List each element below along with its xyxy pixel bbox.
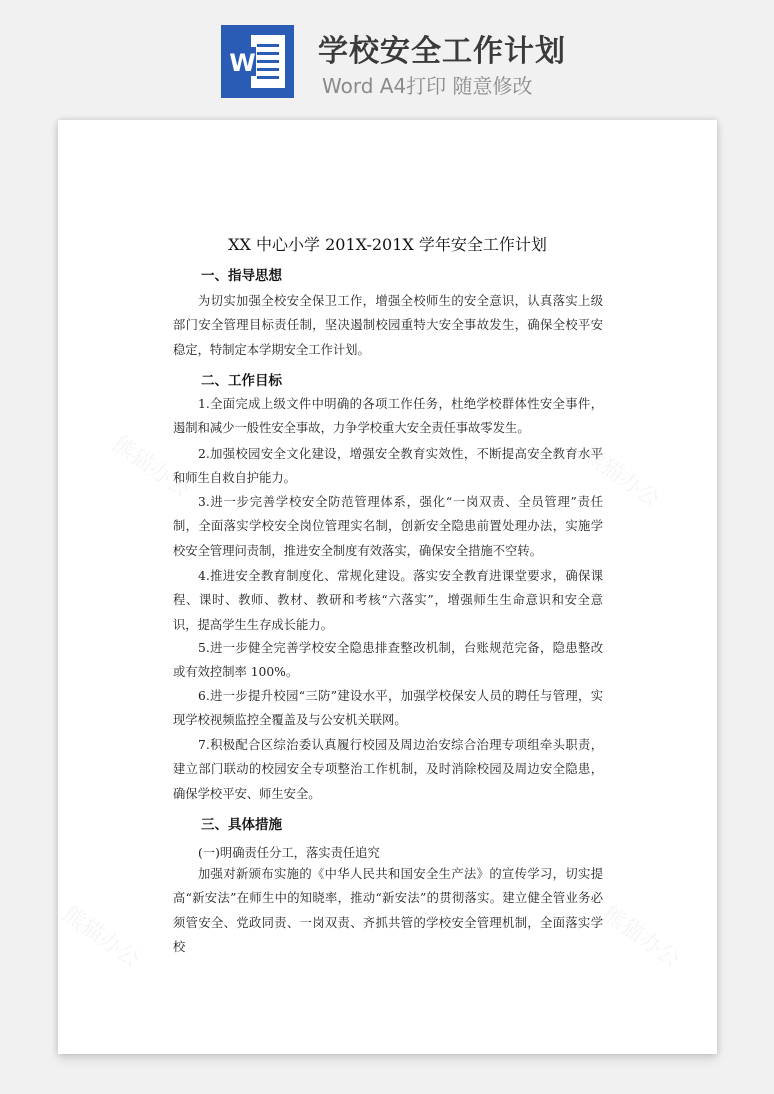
banner-subtitle: Word A4打印 随意修改 — [322, 74, 533, 98]
list-item: 2.加强校园安全文化建设，增强安全教育实效性，不断提高安全教育水平和师生自救自护能力。 — [173, 447, 603, 486]
list-item: 3.进一步完善学校安全防范管理体系，强化“一岗双责、全员管理”责任制，全面落实学校安全岗位管理实名制，创新安全隐患前置处理办法，实施学校安全管理问责制，推进安全制度有效落实，确保安全措施不空转。 — [173, 495, 603, 558]
document-page — [58, 120, 717, 1054]
banner — [0, 0, 774, 110]
svg-text:W: W — [229, 49, 256, 77]
watermark — [597, 898, 687, 974]
list-item: 7.积极配合区综治委认真履行校园及周边治安综合治理专项组牵头职责，建立部门联动的校园安全专项整治工作机制，及时消除校园及周边安全隐患，确保学校平安、师生安全。 — [173, 738, 603, 801]
watermark — [58, 898, 147, 974]
list-item: 6.进一步提升校园“三防”建设水平，加强学校保安人员的聘任与管理，实现学校视频监控全覆盖及与公安机关联网。 — [173, 689, 603, 728]
list-item: 4.推进安全教育制度化、常规化建设。落实安全教育进课堂要求，确保课程、课时、教师、教材、教研和考核“六落实”，增强师生生命意识和安全意识，提高学生生存成长能力。 — [173, 569, 603, 632]
list-item: 5.进一步健全完善学校安全隐患排查整改机制，台账规范完备，隐患整改或有效控制率 100%。 — [173, 641, 603, 680]
section-heading: 三、具体措施 — [201, 817, 282, 833]
subheading: (一)明确责任分工，落实责任追究 — [198, 846, 380, 860]
banner-title: 学校安全工作计划 — [318, 34, 566, 69]
list-item: 1.全面完成上级文件中明确的各项工作任务，杜绝学校群体性安全事件，遏制和减少一般性安全事故，力争学校重大安全责任事故零发生。 — [173, 397, 603, 436]
section-heading: 二、工作目标 — [201, 373, 282, 389]
section-heading: 一、指导思想 — [201, 268, 282, 284]
paragraph: 为切实加强全校安全保卫工作，增强全校师生的安全意识，认真落实上级部门安全管理目标责任制，坚决遏制校园重特大安全事故发生，确保全校平安稳定，特制定本学期安全工作计划。 — [173, 294, 603, 357]
document-title: XX 中心小学 201X-201X 学年安全工作计划 — [228, 235, 547, 254]
word-doc-icon — [221, 25, 294, 98]
paragraph: 加强对新颁布实施的《中华人民共和国安全生产法》的宣传学习，切实提高“新安法”在师生中的知晓率，推动“新安法”的贯彻落实。建立健全管业务必须管安全、党政同责、一岗双责、齐抓共管的学校安全管理机制，全面落实学校 — [173, 867, 603, 954]
